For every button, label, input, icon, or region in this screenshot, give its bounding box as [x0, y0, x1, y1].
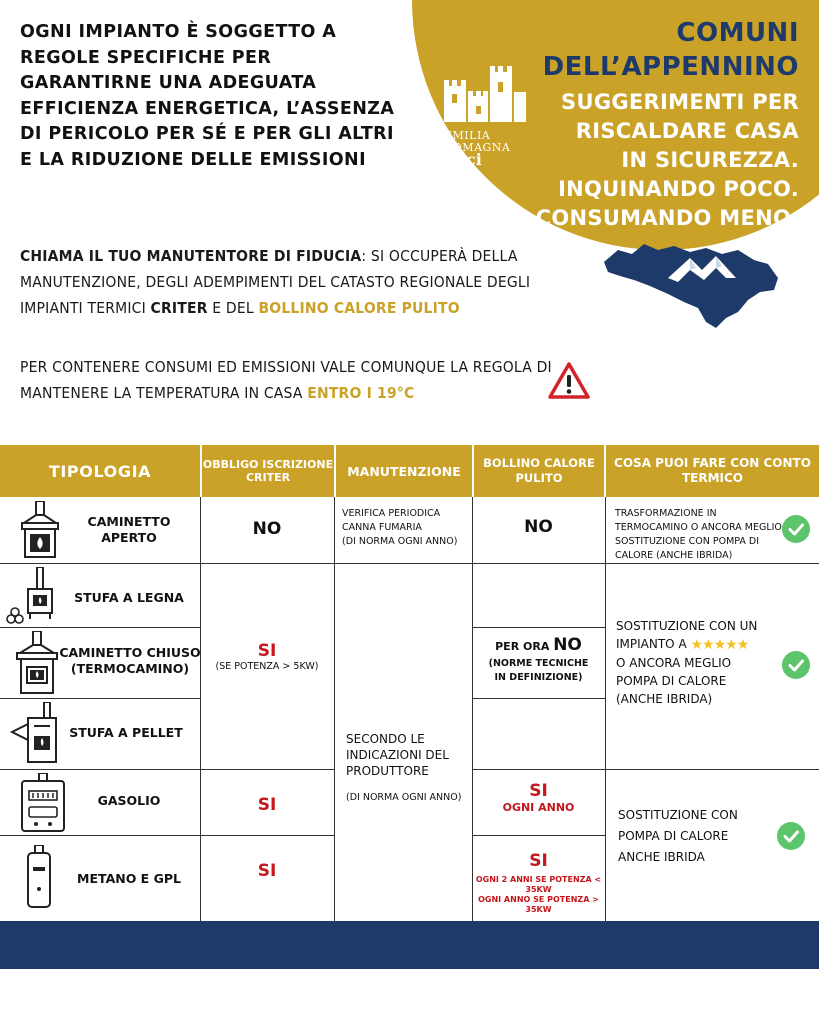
bollino-value-no: NO [553, 635, 582, 655]
maintainer-text: : SI OCCUPERÀ DELLA MANUTENZIONE, DEGLI ADEMPIMENTI DEL CATASTO REGIONALE DEGLI IMPIANTI TERMICI [20, 247, 531, 317]
criter-value-si: SI [257, 861, 277, 881]
gas-boiler-icon [26, 845, 52, 909]
criter-solid-cell [200, 641, 334, 672]
wood-stove-icon [6, 567, 64, 625]
row-divider [472, 769, 819, 770]
tagline-line: CONSUMANDO MENO. [535, 206, 799, 230]
row-divider [472, 835, 605, 836]
header-manutenzione: MANUTENZIONE [347, 463, 461, 479]
warning-icon [546, 360, 592, 402]
conto-line: (ANCHE IBRIDA) [616, 692, 713, 706]
tagline-line: RISCALDARE CASA [575, 119, 799, 143]
closed-fireplace-icon [14, 631, 60, 695]
logo-text [444, 129, 511, 169]
column-divider [605, 497, 606, 921]
maintainer-paragraph [20, 243, 580, 321]
row-label-stufa-legna: STUFA A LEGNA [74, 590, 184, 605]
header-tipologia: TIPOLOGIA [48, 461, 152, 481]
temperature-highlight: ENTRO I 19°C [307, 384, 415, 402]
bollino-gasolio-cell [472, 781, 605, 814]
column-divider [200, 497, 201, 921]
logo-line-anci: anci [444, 150, 482, 169]
temperature-paragraph [20, 354, 560, 406]
maintainer-bold: CHIAMA IL TUO MANUTENTORE DI FIDUCIA [20, 247, 362, 265]
intro-text: OGNI IMPIANTO È SOGGETTO A REGOLE SPECIFICHE PER GARANTIRNE UNA ADEGUATA EFFICIENZA ENERGETICA, L’ASSENZA DI PERICOLO PER SÉ E PER GLI ALTRI E LA RIDUZIONE DELLE EMISSIONI [20, 22, 395, 170]
region-mountain-map-icon [598, 238, 784, 330]
conto-termico-solid [616, 617, 784, 708]
conto-line: ANCHE IBRIDA [618, 850, 705, 864]
criter-value-si: SI [257, 641, 277, 661]
tagline [536, 88, 799, 233]
check-circle-icon [777, 822, 805, 850]
header-bollino: BOLLINO CALORE PULITO [483, 456, 595, 485]
logo-line-emilia: EMILIA [444, 129, 491, 142]
row-label-caminetto-aperto: CAMINETTO APERTO [87, 514, 171, 545]
row-label-gasolio: GASOLIO [97, 793, 161, 808]
open-fireplace-icon [20, 501, 60, 559]
title-comuni [543, 16, 799, 84]
bollino-note: OGNI ANNO SE POTENZA > 35KW [478, 895, 599, 914]
row-label-stufa-pellet: STUFA A PELLET [69, 725, 183, 740]
pellet-stove-icon [10, 702, 62, 766]
manutenzione-note: (DI NORMA OGNI ANNO) [342, 536, 458, 547]
row-label-metano: METANO E GPL [77, 871, 181, 886]
tagline-line: SUGGERIMENTI PER [561, 90, 799, 114]
bollino-solid-cell [472, 635, 605, 685]
conto-line: IMPIANTO A [616, 637, 687, 651]
criter-bold: CRITER [150, 299, 208, 317]
row-divider [0, 698, 200, 699]
row-divider [0, 627, 200, 628]
row-label-caminetto-chiuso [58, 645, 202, 677]
conto-line: SOSTITUZIONE CON UN [616, 619, 758, 633]
manutenzione-group-note: (DI NORMA OGNI ANNO) [346, 792, 462, 803]
criter-value-no: NO [252, 519, 282, 539]
conto-line: SOSTITUZIONE CON [618, 808, 738, 822]
criter-note: (SE POTENZA > 5KW) [215, 661, 319, 672]
manutenzione-group-text: SECONDO LE INDICAZIONI DEL PRODUTTORE [346, 732, 449, 778]
criter-value-si: SI [257, 795, 277, 815]
bollino-note: OGNI ANNO [502, 801, 575, 814]
oil-boiler-icon [20, 773, 66, 833]
five-stars-icon: ★★★★★ [690, 637, 749, 653]
bollino-metano-cell [472, 851, 605, 915]
bollino-note: OGNI 2 ANNI SE POTENZA < 35KW [475, 875, 602, 894]
temperature-text: PER CONTENERE CONSUMI ED EMISSIONI VALE COMUNQUE LA REGOLA DI MANTENERE LA TEMPERATURA IN CASA [20, 358, 552, 402]
row-label-line: CAMINETTO CHIUSO [59, 645, 201, 660]
row-divider [0, 769, 334, 770]
bollino-value-si: SI [529, 781, 548, 801]
bollino-note: (NORME TECNICHE IN DEFINIZIONE) [488, 658, 589, 683]
row-divider [0, 835, 334, 836]
manutenzione-caminetto-aperto [342, 507, 470, 549]
check-circle-icon [782, 515, 810, 543]
conto-termico-gas [618, 805, 768, 868]
check-circle-icon [782, 651, 810, 679]
bollino-value-si: SI [529, 851, 548, 871]
maintainer-text-mid: E DEL [207, 299, 259, 317]
castle-logo-icon [440, 62, 530, 124]
row-divider [472, 627, 605, 628]
table-header [0, 445, 819, 497]
footer-bar [0, 921, 819, 969]
manutenzione-text: VERIFICA PERIODICA CANNA FUMARIA [342, 508, 441, 533]
title-line-2: DELL’APPENNINO [542, 52, 799, 82]
tagline-line: INQUINANDO POCO. [558, 177, 799, 201]
logo-line-romagna: ROMAGNA [444, 141, 511, 154]
bollino-prefix: PER ORA [495, 640, 550, 653]
bollino-highlight: BOLLINO CALORE PULITO [258, 299, 460, 317]
header-criter: OBBLIGO ISCRIZIONE CRITER [202, 458, 334, 484]
tagline-line: IN SICUREZZA. [621, 148, 799, 172]
conto-line: O ANCORA MEGLIO [616, 656, 732, 670]
column-divider [334, 497, 335, 921]
conto-termico-caminetto-aperto: TRASFORMAZIONE IN TERMOCAMINO O ANCORA MEGLIO SOSTITUZIONE CON POMPA DI CALORE (ANCHE IBRIDA) [615, 508, 782, 561]
row-label-line: (TERMOCAMINO) [70, 661, 190, 676]
conto-line: POMPA DI CALORE [618, 829, 729, 843]
conto-line: POMPA DI CALORE [616, 674, 727, 688]
header-conto-termico: COSA PUOI FARE CON CONTO TERMICO [614, 456, 811, 485]
title-line-1: COMUNI [676, 18, 799, 48]
row-divider [472, 698, 605, 699]
table-body [0, 497, 819, 921]
row-divider [0, 563, 819, 564]
bollino-value-no: NO [524, 517, 553, 537]
